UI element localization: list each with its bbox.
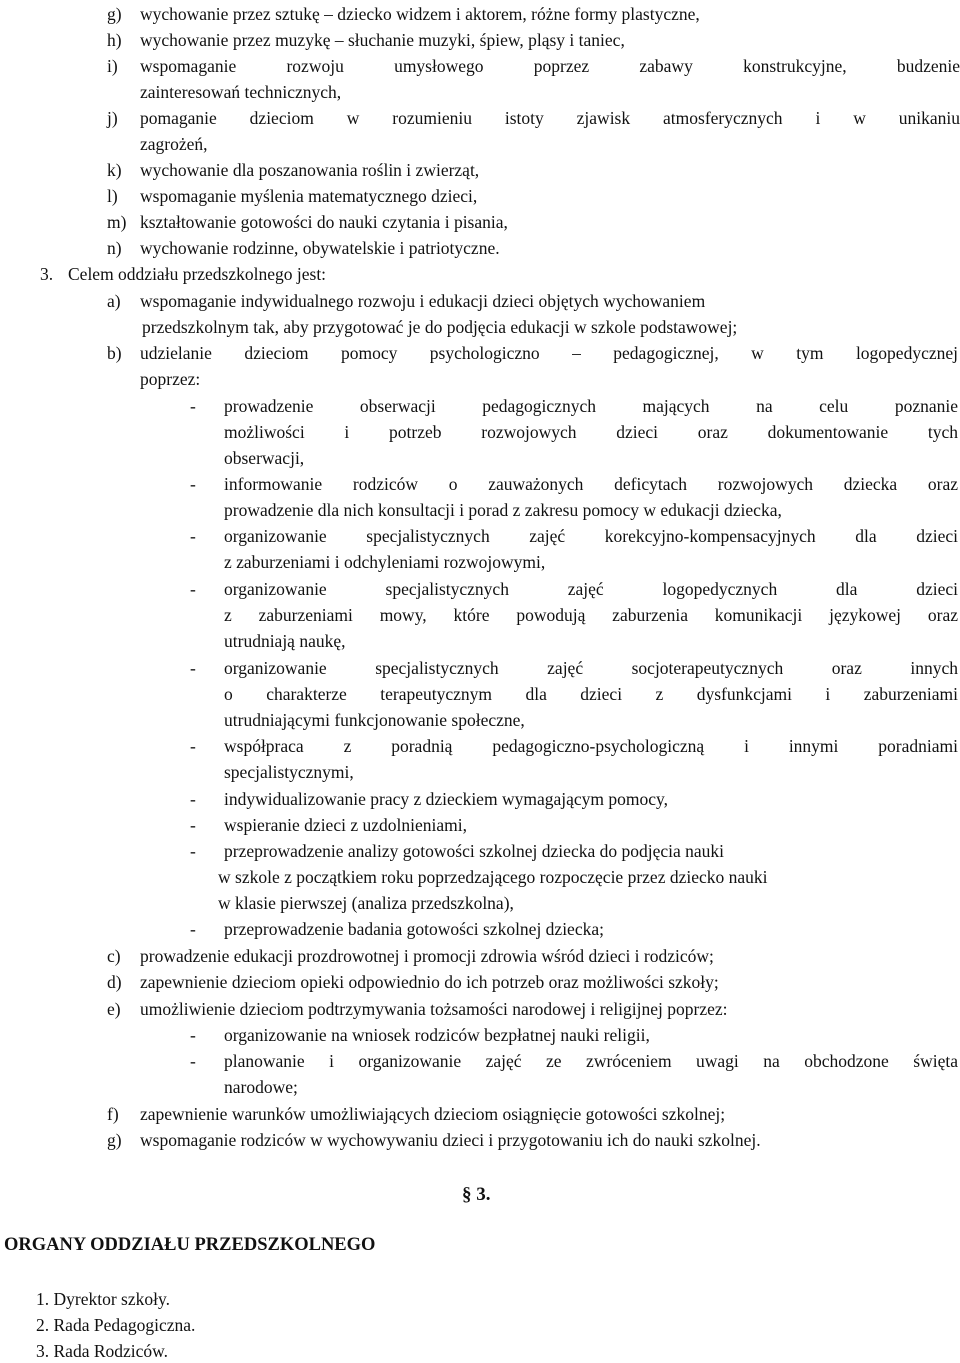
list-item-text: wychowanie przez muzykę – słuchanie muzyki, śpiew, pląsy i taniec, bbox=[140, 30, 625, 50]
list-item-continuation: zainteresowań technicznych, bbox=[140, 82, 342, 102]
list-label: m) bbox=[107, 212, 127, 232]
bullet-dash: - bbox=[190, 396, 196, 416]
list-item-continuation: poprzez: bbox=[140, 369, 201, 389]
bullet-text: o charakterze terapeutycznym dla dzieci z dysfunkcjami i zaburzeniami bbox=[224, 684, 958, 704]
list-label: c) bbox=[107, 946, 121, 966]
list-label: k) bbox=[107, 160, 122, 180]
bullet-dash: - bbox=[190, 736, 196, 756]
list-item-continuation: przedszkolnym tak, aby przygotować je do podjęcia edukacji w szkole podstawowej; bbox=[142, 317, 738, 337]
list-label: h) bbox=[107, 30, 122, 50]
bullet-text: prowadzenie dla nich konsultacji i porad z zakresu pomocy w edukacji dziecka, bbox=[224, 500, 782, 520]
bullet-text: organizowanie na wniosek rodziców bezpłatnej nauki religii, bbox=[224, 1025, 650, 1045]
list-item-text: wychowanie rodzinne, obywatelskie i patriotyczne. bbox=[140, 238, 500, 258]
bullet-text: przeprowadzenie badania gotowości szkolnej dziecka; bbox=[224, 919, 604, 939]
bullet-text: utrudniają naukę, bbox=[224, 631, 346, 651]
bullet-text: prowadzenie obserwacji pedagogicznych mających na celu poznanie bbox=[224, 396, 958, 416]
bullet-dash: - bbox=[190, 841, 196, 861]
bullet-text: w klasie pierwszej (analiza przedszkolna), bbox=[218, 893, 514, 913]
list-label: a) bbox=[107, 291, 121, 311]
bullet-text: specjalistycznymi, bbox=[224, 762, 354, 782]
bullet-text: obserwacji, bbox=[224, 448, 305, 468]
section-heading: ORGANY ODDZIAŁU PRZEDSZKOLNEGO bbox=[4, 1235, 376, 1255]
bullet-text: indywidualizowanie pracy z dzieckiem wymagającym pomocy, bbox=[224, 789, 668, 809]
list-label: d) bbox=[107, 972, 122, 992]
list-item-text: prowadzenie edukacji prozdrowotnej i promocji zdrowia wśród dzieci i rodziców; bbox=[140, 946, 714, 966]
organ-list-item: 3. Rada Rodziców. bbox=[36, 1341, 169, 1361]
list-label: b) bbox=[107, 343, 122, 363]
bullet-text: informowanie rodziców o zauważonych deficytach rozwojowych dziecka oraz bbox=[224, 474, 958, 494]
bullet-text: z zaburzeniami i odchyleniami rozwojowymi, bbox=[224, 552, 546, 572]
bullet-dash: - bbox=[190, 1051, 196, 1071]
bullet-text: organizowanie specjalistycznych zajęć socjoterapeutycznych oraz innych bbox=[224, 658, 958, 678]
bullet-text: przeprowadzenie analizy gotowości szkolnej dziecka do podjęcia nauki bbox=[224, 841, 725, 861]
list-label: f) bbox=[107, 1104, 119, 1124]
bullet-text: organizowanie specjalistycznych zajęć logopedycznych dla dzieci bbox=[224, 579, 958, 599]
list-item-text: umożliwienie dzieciom podtrzymywania tożsamości narodowej i religijnej poprzez: bbox=[140, 999, 728, 1019]
list-item-text: zapewnienie warunków umożliwiających dzieciom osiągnięcie gotowości szkolnej; bbox=[140, 1104, 726, 1124]
list-item-text: wychowanie dla poszanowania roślin i zwierząt, bbox=[140, 160, 480, 180]
bullet-dash: - bbox=[190, 579, 196, 599]
list-item-text: wspomaganie indywidualnego rozwoju i edukacji dzieci objętych wychowaniem bbox=[140, 291, 706, 311]
list-item-text: wychowanie przez sztukę – dziecko widzem i aktorem, różne formy plastyczne, bbox=[140, 4, 700, 24]
list-item-text: wspomaganie rodziców w wychowywaniu dzieci i przygotowaniu ich do nauki szkolnej. bbox=[140, 1130, 761, 1150]
list-item-text: wspomaganie rozwoju umysłowego poprzez zabawy konstrukcyjne, budzenie bbox=[140, 56, 960, 76]
bullet-dash: - bbox=[190, 526, 196, 546]
bullet-text: organizowanie specjalistycznych zajęć korekcyjno-kompensacyjnych dla dzieci bbox=[224, 526, 958, 546]
bullet-text: narodowe; bbox=[224, 1077, 298, 1097]
bullet-text: utrudniającymi funkcjonowanie społeczne, bbox=[224, 710, 525, 730]
bullet-text: w szkole z początkiem roku poprzedzającego rozpoczęcie przez dziecko nauki bbox=[218, 867, 768, 887]
list-label: j) bbox=[107, 108, 118, 128]
section-intro: Celem oddziału przedszkolnego jest: bbox=[68, 264, 327, 284]
organ-list-item: 1. Dyrektor szkoły. bbox=[36, 1289, 170, 1309]
list-item-text: zapewnienie dzieciom opieki odpowiednio do ich potrzeb oraz możliwości szkoły; bbox=[140, 972, 719, 992]
bullet-dash: - bbox=[190, 919, 196, 939]
bullet-dash: - bbox=[190, 789, 196, 809]
list-label: n) bbox=[107, 238, 122, 258]
bullet-dash: - bbox=[190, 1025, 196, 1045]
list-item-text: kształtowanie gotowości do nauki czytania i pisania, bbox=[140, 212, 508, 232]
organ-list-item: 2. Rada Pedagogiczna. bbox=[36, 1315, 196, 1335]
section-marker: § 3. bbox=[462, 1184, 491, 1205]
bullet-text: współpraca z poradnią pedagogiczno-psychologiczną i innymi poradniami bbox=[224, 736, 958, 756]
list-label: g) bbox=[107, 4, 122, 24]
list-label: i) bbox=[107, 56, 118, 76]
section-number: 3. bbox=[40, 264, 54, 284]
list-item-text: udzielanie dzieciom pomocy psychologiczno – pedagogicznej, w tym logopedycznej bbox=[140, 343, 958, 363]
bullet-text: planowanie i organizowanie zajęć ze zwróceniem uwagi na obchodzone święta bbox=[224, 1051, 958, 1071]
bullet-text: wspieranie dzieci z uzdolnieniami, bbox=[224, 815, 467, 835]
bullet-text: możliwości i potrzeb rozwojowych dzieci oraz dokumentowanie tych bbox=[224, 422, 958, 442]
list-item-continuation: zagrożeń, bbox=[140, 134, 208, 154]
list-item-text: wspomaganie myślenia matematycznego dzieci, bbox=[140, 186, 478, 206]
list-label: l) bbox=[107, 186, 118, 206]
bullet-dash: - bbox=[190, 658, 196, 678]
list-label: e) bbox=[107, 999, 121, 1019]
list-item-text: pomaganie dzieciom w rozumieniu istoty zjawisk atmosferycznych i w unikaniu bbox=[140, 108, 960, 128]
bullet-dash: - bbox=[190, 815, 196, 835]
bullet-dash: - bbox=[190, 474, 196, 494]
list-label: g) bbox=[107, 1130, 122, 1150]
bullet-text: z zaburzeniami mowy, które powodują zaburzenia komunikacji językowej oraz bbox=[224, 605, 958, 625]
